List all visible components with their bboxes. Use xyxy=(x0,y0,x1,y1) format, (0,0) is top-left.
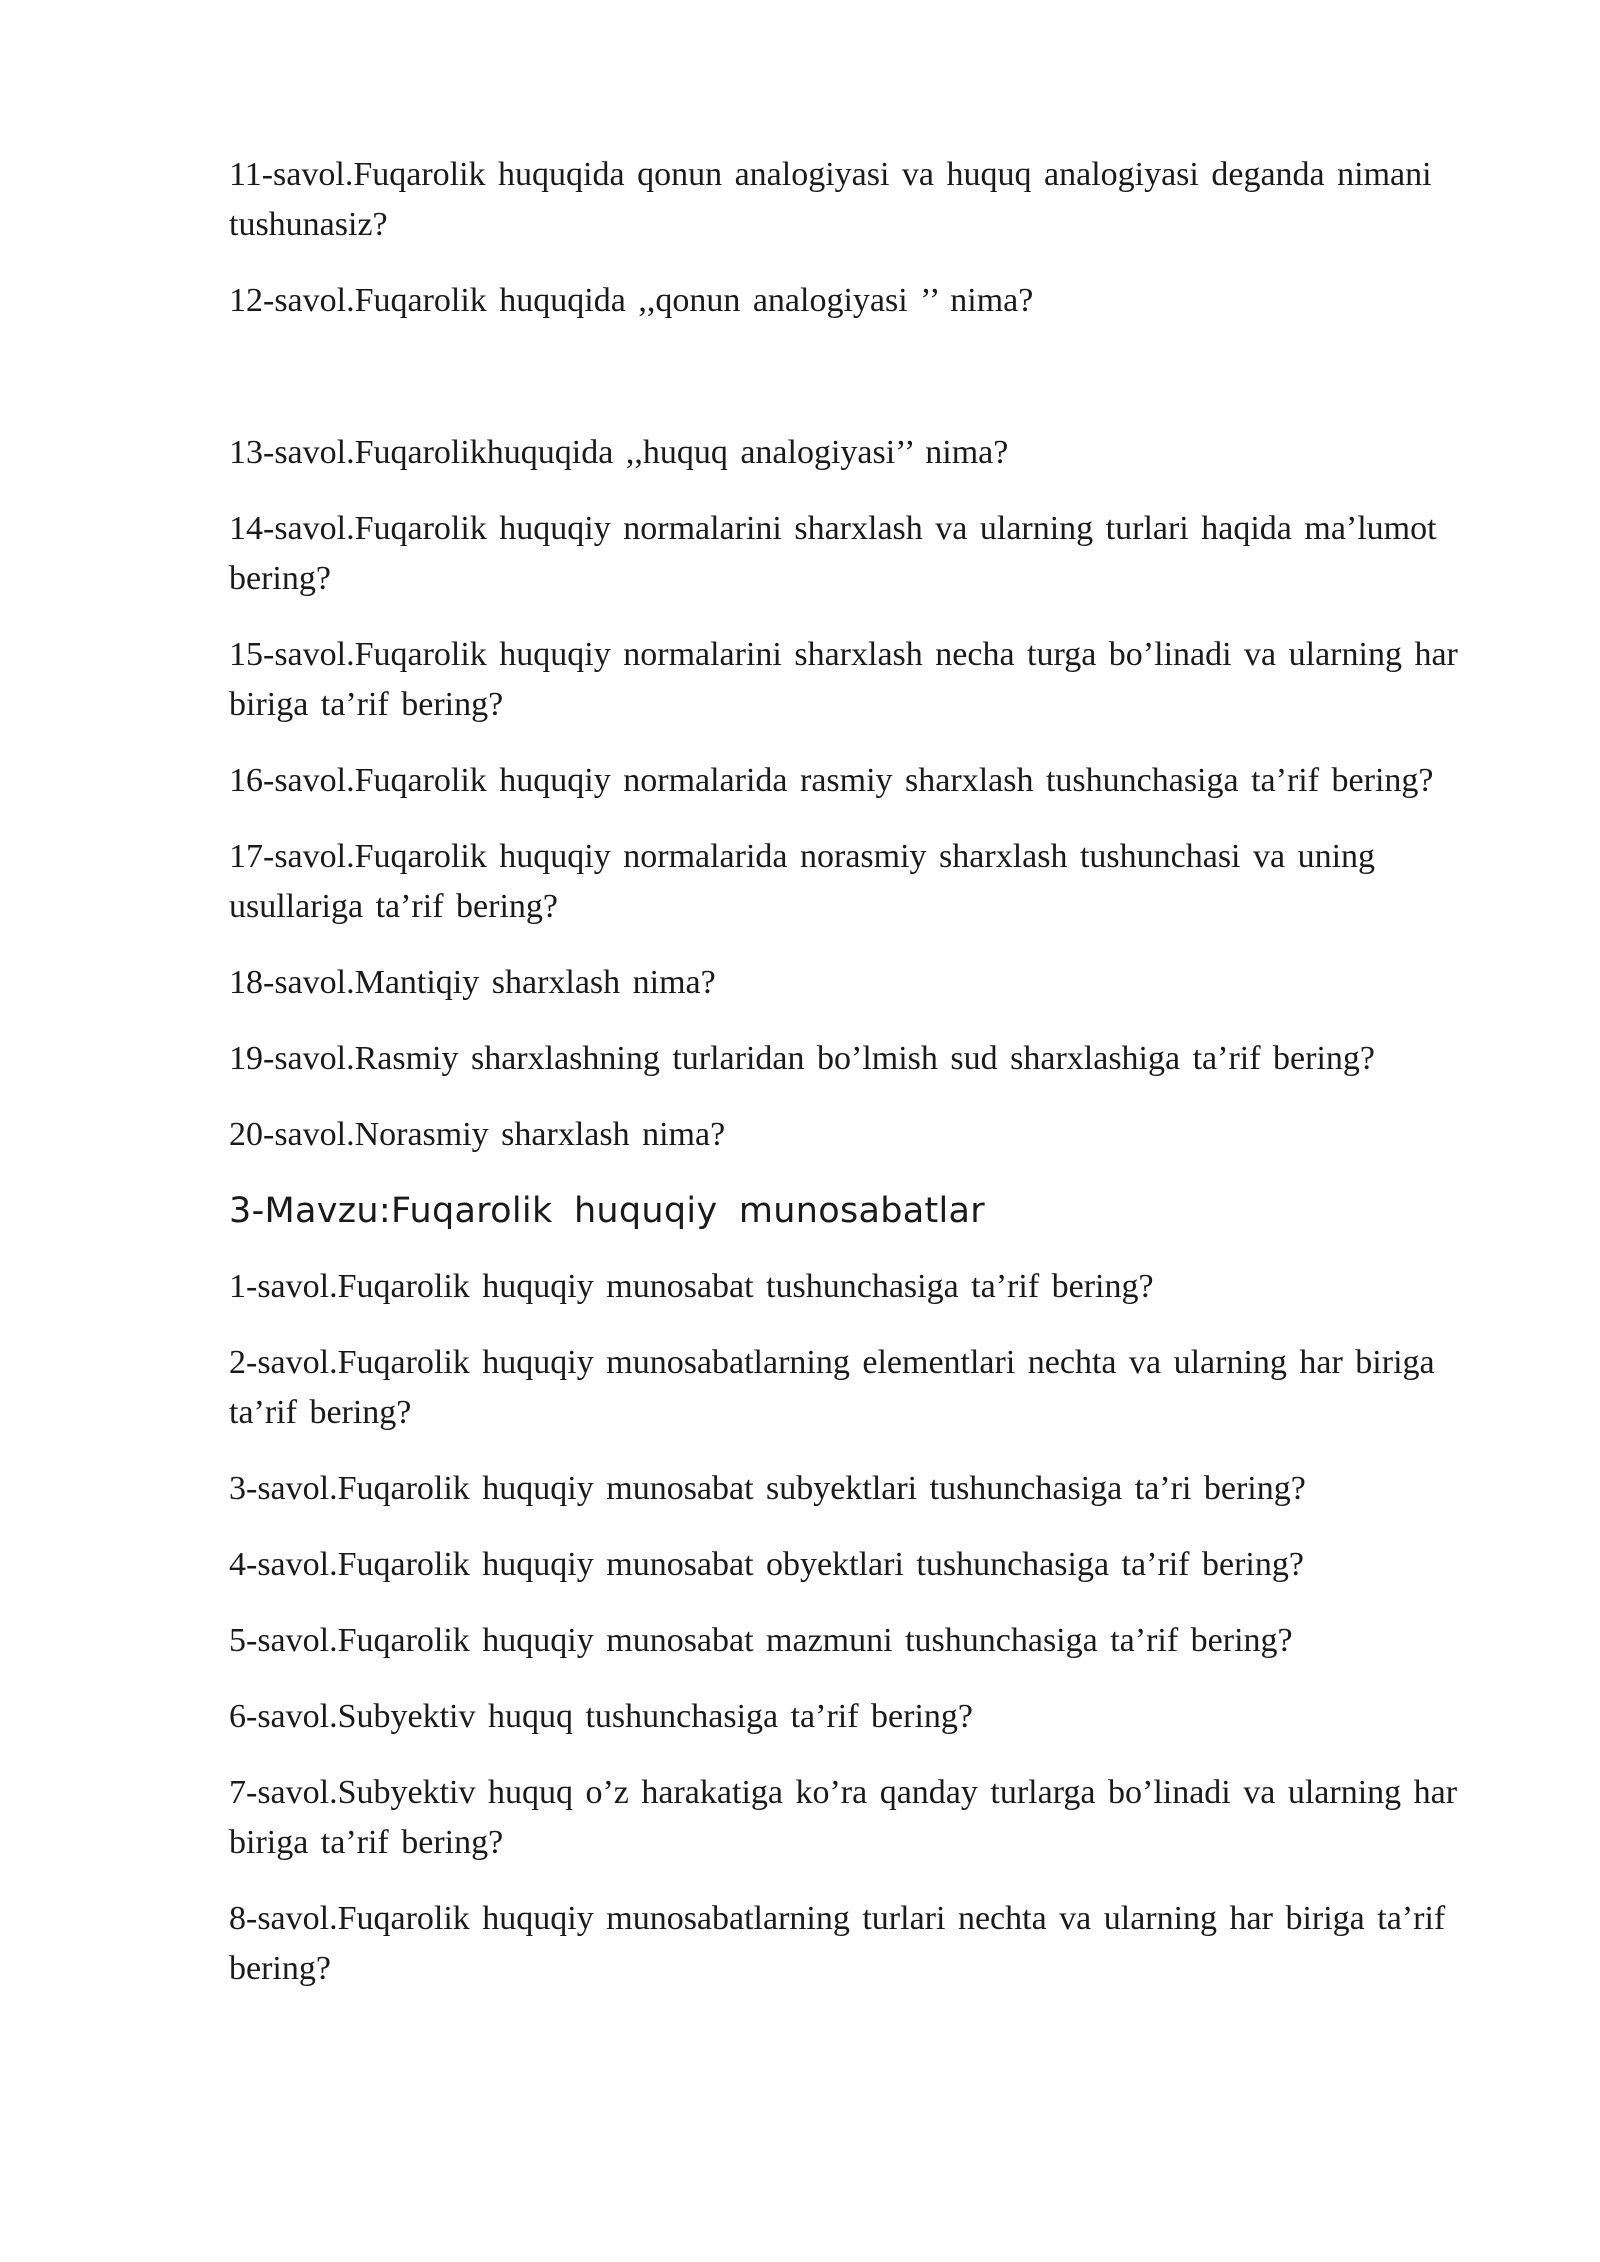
question-13: 13-savol.Fuqarolikhuquqida ,,huquq analogiyasi’’ nima? xyxy=(229,434,1009,471)
question-18: 18-savol.Mantiqiy sharxlash nima? xyxy=(229,964,716,1001)
topic3-question-5: 5-savol.Fuqarolik huquqiy munosabat mazmuni tushunchasiga ta’rif bering? xyxy=(229,1622,1293,1659)
topic3-question-2: 2-savol.Fuqarolik huquqiy munosabatlarning elementlari nechta va ularning har biriga ta’rif bering? xyxy=(229,1344,1435,1431)
question-15: 15-savol.Fuqarolik huquqiy normalarini sharxlash necha turga bo’linadi va ularning har biriga ta’rif bering? xyxy=(229,636,1458,723)
question-20: 20-savol.Norasmiy sharxlash nima? xyxy=(229,1116,726,1153)
section-heading: 3-Mavzu:Fuqarolik huquqiy munosabatlar xyxy=(229,1191,985,1231)
question-14: 14-savol.Fuqarolik huquqiy normalarini sharxlash va ularning turlari haqida ma’lumot bering? xyxy=(229,510,1437,597)
question-19: 19-savol.Rasmiy sharxlashning turlaridan bo’lmish sud sharxlashiga ta’rif bering? xyxy=(229,1040,1375,1077)
question-11: 11-savol.Fuqarolik huquqida qonun analogiyasi va huquq analogiyasi deganda nimani tushunasiz? xyxy=(229,156,1432,243)
question-12: 12-savol.Fuqarolik huquqida ,,qonun analogiyasi ’’ nima? xyxy=(229,282,1034,319)
document-body xyxy=(229,150,1489,2020)
topic3-question-1: 1-savol.Fuqarolik huquqiy munosabat tushunchasiga ta’rif bering? xyxy=(229,1268,1154,1305)
question-17: 17-savol.Fuqarolik huquqiy normalarida norasmiy sharxlash tushunchasi va uning usullariga ta’rif bering? xyxy=(229,838,1376,925)
topic3-question-4: 4-savol.Fuqarolik huquqiy munosabat obyektlari tushunchasiga ta’rif bering? xyxy=(229,1546,1304,1583)
topic3-question-8: 8-savol.Fuqarolik huquqiy munosabatlarning turlari nechta va ularning har biriga ta’rif bering? xyxy=(229,1900,1446,1987)
topic3-question-3: 3-savol.Fuqarolik huquqiy munosabat subyektlari tushunchasiga ta’ri bering? xyxy=(229,1470,1306,1507)
topic3-question-7: 7-savol.Subyektiv huquq o’z harakatiga ko’ra qanday turlarga bo’linadi va ularning har biriga ta’rif bering? xyxy=(229,1774,1458,1861)
topic3-question-6: 6-savol.Subyektiv huquq tushunchasiga ta’rif bering? xyxy=(229,1698,974,1735)
question-16: 16-savol.Fuqarolik huquqiy normalarida rasmiy sharxlash tushunchasiga ta’rif bering? xyxy=(229,762,1434,799)
